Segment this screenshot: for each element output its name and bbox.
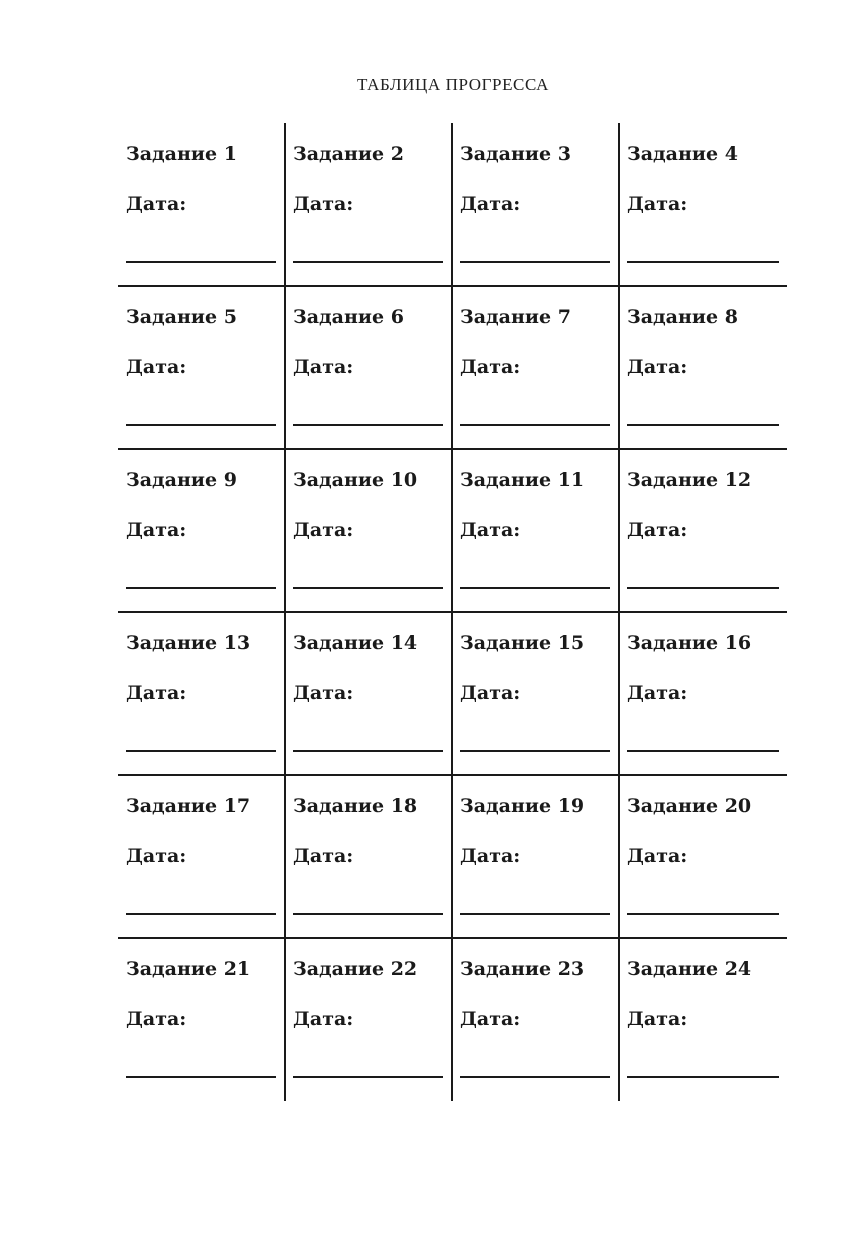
task-label: Задание 9 (126, 469, 237, 491)
date-entry-line (293, 750, 443, 752)
date-label: Дата: (293, 356, 354, 378)
progress-table (118, 123, 787, 1101)
task-label: Задание 2 (293, 143, 404, 165)
task-cell (118, 775, 284, 938)
date-entry-line (126, 913, 276, 915)
task-cell (452, 775, 618, 938)
task-label: Задание 4 (627, 143, 738, 165)
task-cell (619, 449, 787, 612)
date-entry-line (460, 261, 610, 263)
date-label: Дата: (126, 193, 187, 215)
date-label: Дата: (460, 519, 521, 541)
date-entry-line (293, 587, 443, 589)
task-cell (285, 775, 451, 938)
task-cell (285, 938, 451, 1101)
date-entry-line (460, 587, 610, 589)
task-cell (619, 123, 787, 286)
task-label: Задание 11 (460, 469, 585, 491)
task-cell (285, 123, 451, 286)
task-label: Задание 3 (460, 143, 571, 165)
date-label: Дата: (627, 519, 688, 541)
date-label: Дата: (293, 682, 354, 704)
page-title: ТАБЛИЦА ПРОГРЕССА (357, 75, 549, 94)
task-label: Задание 10 (293, 469, 418, 491)
task-label: Задание 6 (293, 306, 404, 328)
date-label: Дата: (460, 845, 521, 867)
date-entry-line (627, 424, 779, 426)
task-label: Задание 13 (126, 632, 251, 654)
date-label: Дата: (293, 519, 354, 541)
date-label: Дата: (126, 845, 187, 867)
task-label: Задание 8 (627, 306, 738, 328)
date-label: Дата: (460, 356, 521, 378)
date-label: Дата: (460, 682, 521, 704)
date-entry-line (126, 424, 276, 426)
date-entry-line (460, 1076, 610, 1078)
date-entry-line (460, 424, 610, 426)
task-cell (619, 775, 787, 938)
task-cell (619, 938, 787, 1101)
task-label: Задание 15 (460, 632, 585, 654)
date-entry-line (126, 750, 276, 752)
task-label: Задание 1 (126, 143, 237, 165)
date-entry-line (627, 1076, 779, 1078)
date-entry-line (293, 913, 443, 915)
task-label: Задание 23 (460, 958, 585, 980)
task-label: Задание 24 (627, 958, 752, 980)
date-entry-line (627, 913, 779, 915)
task-label: Задание 7 (460, 306, 571, 328)
task-label: Задание 17 (126, 795, 251, 817)
date-label: Дата: (627, 845, 688, 867)
date-entry-line (126, 1076, 276, 1078)
date-label: Дата: (627, 682, 688, 704)
date-label: Дата: (293, 845, 354, 867)
task-cell (118, 449, 284, 612)
date-label: Дата: (126, 682, 187, 704)
task-cell (619, 286, 787, 449)
task-label: Задание 19 (460, 795, 585, 817)
date-label: Дата: (627, 1008, 688, 1030)
date-label: Дата: (126, 519, 187, 541)
task-label: Задание 5 (126, 306, 237, 328)
date-label: Дата: (126, 356, 187, 378)
task-cell (118, 123, 284, 286)
date-entry-line (627, 750, 779, 752)
task-label: Задание 12 (627, 469, 752, 491)
task-label: Задание 16 (627, 632, 752, 654)
date-label: Дата: (293, 193, 354, 215)
date-entry-line (627, 261, 779, 263)
task-cell (118, 286, 284, 449)
task-cell (452, 938, 618, 1101)
date-label: Дата: (293, 1008, 354, 1030)
date-entry-line (293, 1076, 443, 1078)
task-label: Задание 20 (627, 795, 752, 817)
date-label: Дата: (460, 193, 521, 215)
task-label: Задание 18 (293, 795, 418, 817)
date-label: Дата: (126, 1008, 187, 1030)
task-cell (452, 123, 618, 286)
task-label: Задание 21 (126, 958, 251, 980)
task-cell (118, 612, 284, 775)
task-label: Задание 14 (293, 632, 418, 654)
task-cell (285, 286, 451, 449)
date-entry-line (293, 261, 443, 263)
task-cell (118, 938, 284, 1101)
date-entry-line (126, 261, 276, 263)
date-label: Дата: (460, 1008, 521, 1030)
date-entry-line (460, 913, 610, 915)
date-entry-line (293, 424, 443, 426)
task-label: Задание 22 (293, 958, 418, 980)
date-label: Дата: (627, 193, 688, 215)
date-label: Дата: (627, 356, 688, 378)
task-cell (452, 286, 618, 449)
task-cell (619, 612, 787, 775)
date-entry-line (126, 587, 276, 589)
date-entry-line (460, 750, 610, 752)
task-cell (452, 449, 618, 612)
task-cell (452, 612, 618, 775)
date-entry-line (627, 587, 779, 589)
task-cell (285, 449, 451, 612)
task-cell (285, 612, 451, 775)
